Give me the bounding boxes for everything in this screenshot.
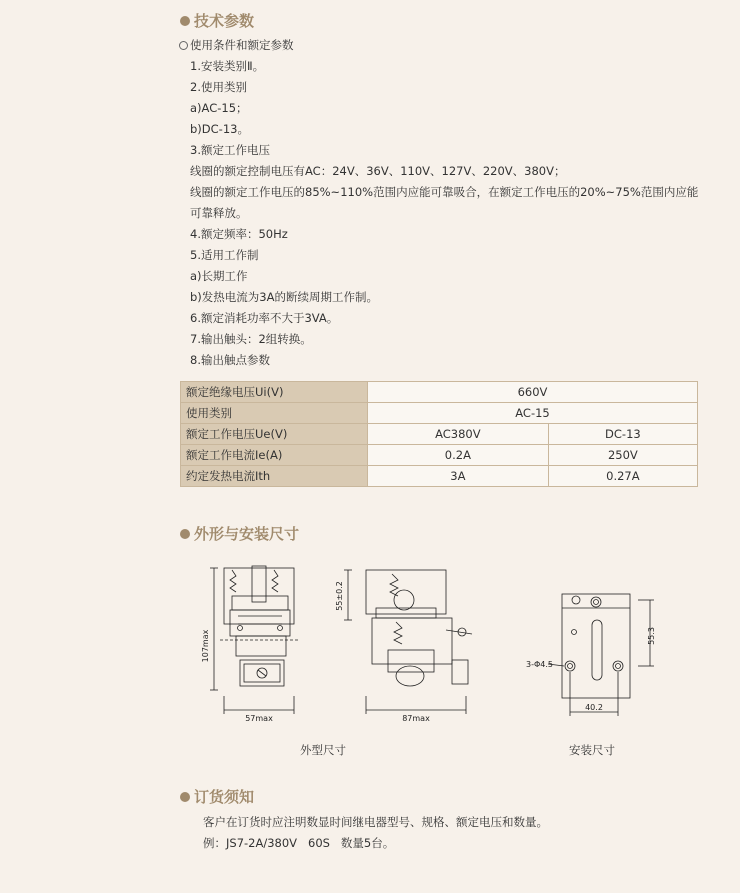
- contact-params-table: [180, 381, 698, 487]
- condition-line: 5.适用工作制: [190, 248, 259, 262]
- condition-line: 2.使用类别: [190, 80, 247, 94]
- condition-line: 8.输出触点参数: [190, 353, 270, 367]
- order-line-2: 例：JS7-2A/380V 60S 数量5台。: [203, 836, 395, 850]
- row-value: AC380V: [368, 424, 549, 445]
- condition-line: 1.安装类别Ⅱ。: [190, 59, 265, 73]
- mounting-drawing: [518, 586, 668, 720]
- table-row: [181, 382, 698, 403]
- condition-line: 7.输出触头：2组转换。: [190, 332, 312, 346]
- mount-height-label: 55.3: [647, 627, 656, 645]
- table-row: [181, 445, 698, 466]
- conditions-title: 使用条件和额定参数: [179, 37, 294, 53]
- condition-line: a)长期工作: [190, 269, 248, 283]
- row-value: 660V: [368, 382, 698, 403]
- row-value: 3A: [368, 466, 549, 487]
- row-label: 约定发热电流Ith: [181, 466, 368, 487]
- table-row: [181, 424, 698, 445]
- condition-line: 6.额定消耗功率不大于3VA。: [190, 311, 339, 325]
- bullet-dot-icon: [180, 16, 190, 26]
- mount-width-label: 40.2: [585, 703, 603, 712]
- table-row: [181, 403, 698, 424]
- circle-bullet-icon: [179, 41, 188, 50]
- section-heading-tech: 技术参数: [180, 10, 254, 31]
- condition-line: b)发热电流为3A的断续周期工作制。: [190, 290, 378, 304]
- row-label: 额定工作电流Ie(A): [181, 445, 368, 466]
- condition-line: b)DC-13。: [190, 122, 249, 136]
- condition-line: 线圈的额定控制电压有AC：24V、36V、110V、127V、220V、380V；: [190, 164, 566, 178]
- condition-line: 4.额定频率：50Hz: [190, 227, 288, 241]
- bullet-dot-icon: [180, 529, 190, 539]
- side-height-label: 55±0.2: [335, 581, 344, 611]
- section-heading-dims: 外形与安装尺寸: [180, 523, 299, 544]
- row-label: 额定绝缘电压Ui(V): [181, 382, 368, 403]
- section-heading-order: 订货须知: [180, 786, 254, 807]
- mount-holes-label: 3-Φ4.5: [526, 660, 553, 669]
- row-value: 0.27A: [548, 466, 697, 487]
- caption-mount: 安装尺寸: [569, 743, 615, 757]
- condition-line: 线圈的额定工作电压的85%~110%范围内应能可靠吸合，在额定工作电压的20%~75%范围内应能: [190, 185, 699, 199]
- caption-outline: 外型尺寸: [300, 743, 346, 757]
- condition-line: 3.额定工作电压: [190, 143, 270, 157]
- condition-line: 可靠释放。: [190, 206, 248, 220]
- row-label: 使用类别: [181, 403, 368, 424]
- row-value: 0.2A: [368, 445, 549, 466]
- row-label: 额定工作电压Ue(V): [181, 424, 368, 445]
- row-value: 250V: [548, 445, 697, 466]
- condition-line: a)AC-15；: [190, 101, 248, 115]
- front-width-label: 57max: [245, 714, 273, 723]
- bullet-dot-icon: [180, 792, 190, 802]
- table-row: [181, 466, 698, 487]
- side-view-drawing: [335, 560, 486, 723]
- side-width-label: 87max: [402, 714, 430, 723]
- order-line-1: 客户在订货时应注明数显时间继电器型号、规格、额定电压和数量。: [203, 815, 548, 829]
- front-height-label: 107max: [201, 629, 210, 663]
- row-value: DC-13: [548, 424, 697, 445]
- row-value: AC-15: [368, 403, 698, 424]
- front-view-drawing: [200, 560, 300, 723]
